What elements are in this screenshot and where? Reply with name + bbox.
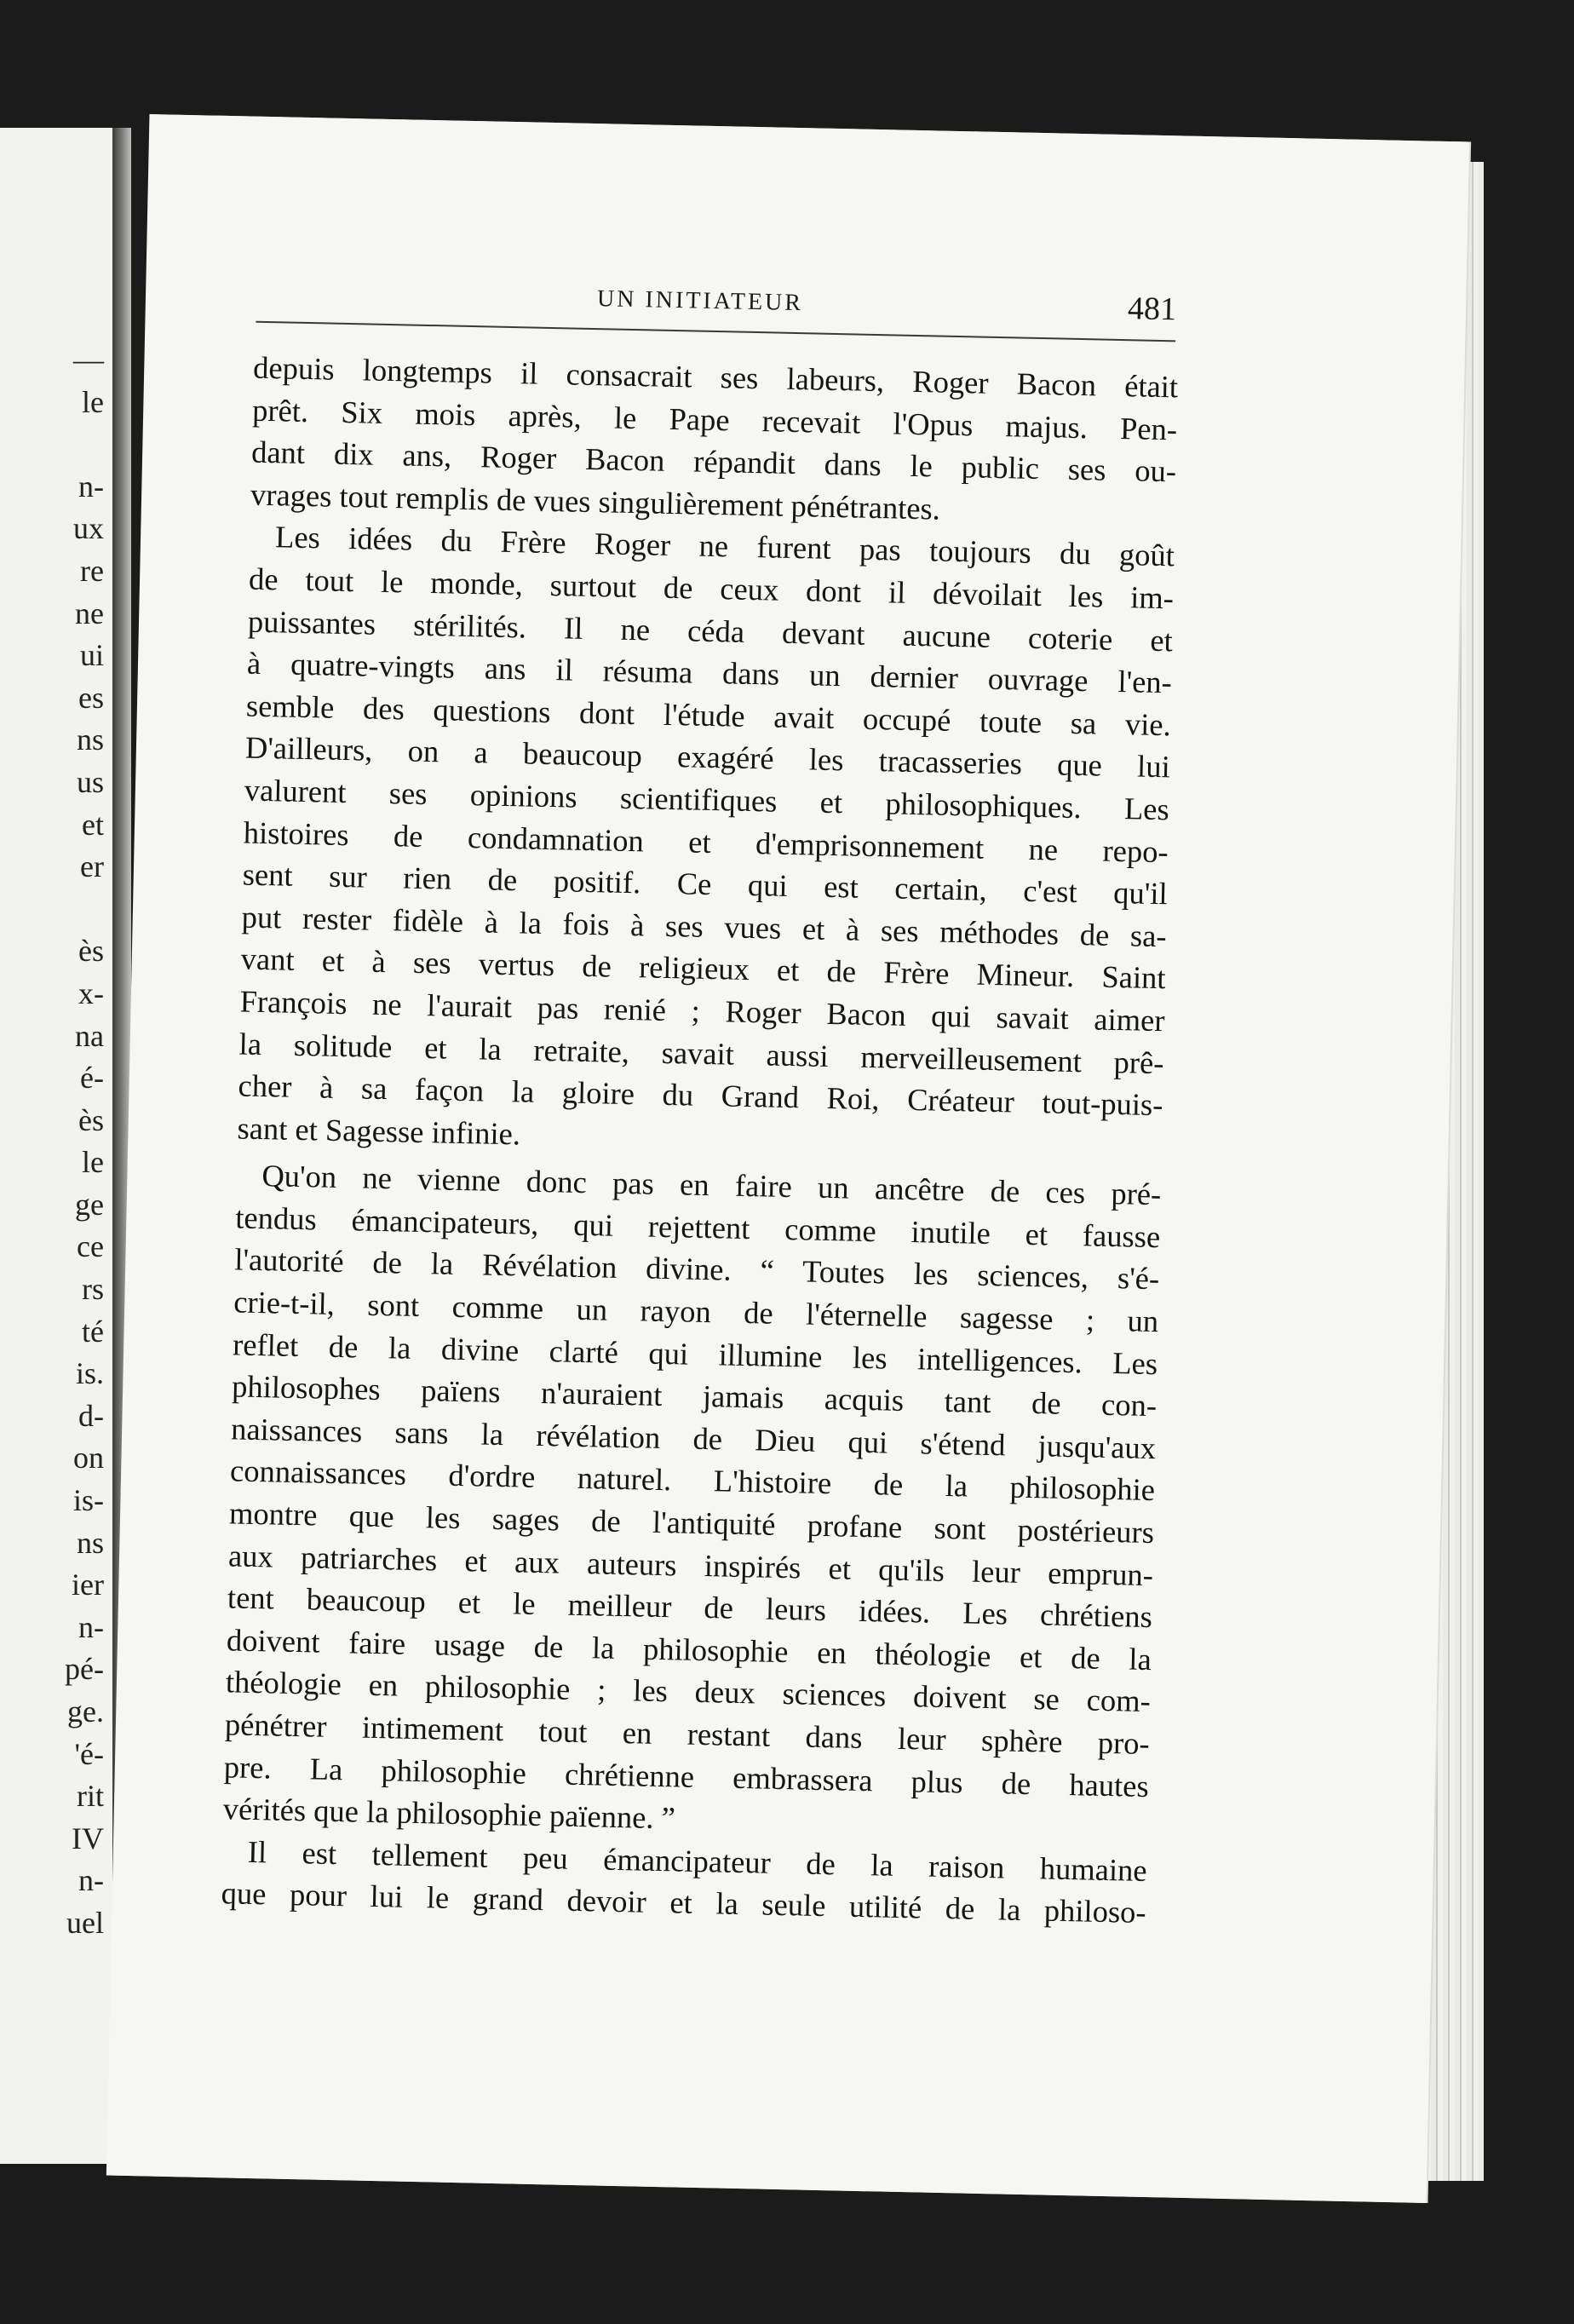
facing-page-fragment: pé- (65, 1652, 104, 1687)
text-line: philosophes païens n'auraient jamais acquis tant de con- (231, 1368, 1158, 1424)
facing-page-fragment: n- (78, 1609, 104, 1644)
text-line: put rester fidèle à la fois à ses vues et à ses méthodes de sa- (241, 899, 1168, 953)
text-line: Les idées du Frère Roger ne furent pas toujours du goût (274, 519, 1175, 573)
book-page (106, 114, 1469, 2203)
text-line: tendus émancipateurs, qui rejettent comme inutile et fausse (234, 1199, 1161, 1255)
facing-page-fragment (65, 423, 104, 466)
text-line: pre. La philosophie chrétienne embrassera plus de hautes (223, 1748, 1150, 1803)
text-line: que pour lui le grand devoir et la seule utilité de la philoso- (221, 1875, 1146, 1930)
facing-page-fragment: us (76, 764, 104, 799)
facing-page-fragment: IV (72, 1821, 104, 1855)
facing-page-fragment: er (80, 849, 104, 884)
facing-page-fragment: ge. (67, 1694, 104, 1729)
facing-page-text-fragments (65, 339, 104, 1945)
facing-page-fragment: ns (76, 722, 104, 757)
text-line: François ne l'aurait pas renié ; Roger Bacon qui savait aimer (239, 983, 1165, 1038)
facing-page-fragment: n- (78, 469, 104, 503)
facing-page-fragment: et (82, 807, 104, 842)
text-line: puissantes stérilités. Il ne céda devant aucune coterie et (247, 603, 1174, 658)
facing-page-fragment: le (82, 1145, 104, 1180)
text-line: montre que les sages de l'antiquité profane sont postérieurs (228, 1495, 1155, 1550)
text-line: vrages tout remplis de vues singulièrement pénétrantes. (250, 476, 941, 526)
facing-page-fragment: is. (75, 1356, 104, 1391)
body-text (221, 347, 1178, 1934)
text-line: vant et à ses vertus de religieux et de Frère Mineur. Saint (240, 941, 1166, 996)
text-line: reflet de la divine clarté qui illumine les intelligences. Les (232, 1326, 1158, 1381)
text-line: Qu'on ne vienne donc pas en faire un ancêtre de ces pré- (261, 1158, 1162, 1212)
text-line: histoires de condamnation et d'emprisonnement ne repo- (243, 814, 1169, 869)
text-line: à quatre-vingts ans il résuma dans un dernier ouvrage l'en- (246, 645, 1173, 700)
text-line: aux patriarches et aux auteurs inspirés et qu'ils leur emprun- (227, 1537, 1154, 1592)
text-line: doivent faire usage de la philosophie en théologie et de la (226, 1622, 1152, 1677)
facing-page-fragment: d- (78, 1398, 104, 1433)
facing-page-fragment: ès (78, 1102, 104, 1137)
facing-page-fragment: le (82, 384, 104, 419)
facing-page-fragment: uel (66, 1905, 104, 1940)
facing-page-fragment: 'é- (74, 1736, 104, 1771)
facing-page-fragment: ès (78, 934, 104, 969)
page-header (256, 279, 1176, 349)
text-line: de tout le monde, surtout de ceux dont il dévoilait les im- (248, 561, 1175, 616)
text-line: pénétrer intimement tout en restant dans leur sphère pro- (224, 1706, 1151, 1762)
text-line: crie-t-il, sont comme un rayon de l'éternelle sagesse ; un (233, 1284, 1159, 1339)
facing-page-fragment (65, 889, 104, 931)
text-line: sant et Sagesse infinie. (237, 1110, 521, 1152)
facing-page-fragment: ne (75, 595, 104, 630)
header-rule (256, 321, 1175, 342)
facing-page-fragment: ux (73, 511, 104, 546)
facing-page-fragment: té (82, 1314, 104, 1349)
facing-page-fragment: x- (78, 975, 104, 1010)
text-line: théologie en philosophie ; les deux sciences doivent se com- (225, 1664, 1152, 1719)
text-line: tent beaucoup et le meilleur de leurs idées. Les chrétiens (227, 1579, 1153, 1635)
facing-page-fragment: re (80, 553, 104, 588)
facing-page-fragment: na (75, 1018, 104, 1053)
facing-page-fragment: ce (77, 1229, 104, 1264)
facing-page-fragment: é- (80, 1061, 104, 1096)
facing-page-fragment: — (73, 342, 104, 377)
facing-page (0, 128, 115, 2164)
text-line: l'autorité de la Révélation divine. “ Toutes les sciences, s'é- (233, 1241, 1160, 1297)
text-line: D'ailleurs, on a beaucoup exagéré les tracasseries que lui (244, 729, 1171, 785)
text-line: connaissances d'ordre naturel. L'histoire de la philosophie (229, 1452, 1156, 1508)
facing-page-fragment: es (78, 680, 104, 715)
facing-page-fragment: on (73, 1441, 104, 1476)
facing-page-fragment: ui (79, 638, 104, 673)
facing-page-fragment: rs (82, 1272, 104, 1307)
text-line: depuis longtemps il consacrait ses labeurs, Roger Bacon était (252, 349, 1179, 405)
text-line: cher à sa façon la gloire du Grand Roi, Créateur tout-puis- (238, 1067, 1163, 1123)
text-line: prêt. Six mois après, le Pape recevait l'Opus majus. Pen- (251, 392, 1178, 446)
facing-page-fragment: ier (72, 1568, 104, 1602)
page-number: 481 (1127, 290, 1177, 328)
facing-page-fragment: rit (77, 1779, 104, 1814)
facing-page-fragment: n- (78, 1863, 104, 1898)
facing-page-fragment: is- (73, 1483, 104, 1518)
text-line: Il est tellement peu émancipateur de la raison humaine (247, 1833, 1148, 1888)
text-line: sent sur rien de positif. Ce qui est certain, c'est qu'il (242, 856, 1169, 912)
text-line: semble des questions dont l'étude avait occupé toute sa vie. (245, 687, 1172, 743)
text-line: la solitude et la retraite, savait aussi merveilleusement prê- (238, 1025, 1164, 1080)
text-line: naissances sans la révélation de Dieu qui s'étend jusqu'aux (230, 1411, 1157, 1465)
text-line: valurent ses opinions scientifiques et philosophiques. Les (244, 772, 1170, 827)
text-line: dant dix ans, Roger Bacon répandit dans le public ses ou- (250, 434, 1177, 489)
facing-page-fragment: ns (76, 1525, 104, 1560)
running-title: UN INITIATEUR (596, 285, 804, 317)
text-line: vérités que la philosophie païenne. ” (222, 1791, 676, 1836)
facing-page-fragment: ge (75, 1187, 104, 1222)
